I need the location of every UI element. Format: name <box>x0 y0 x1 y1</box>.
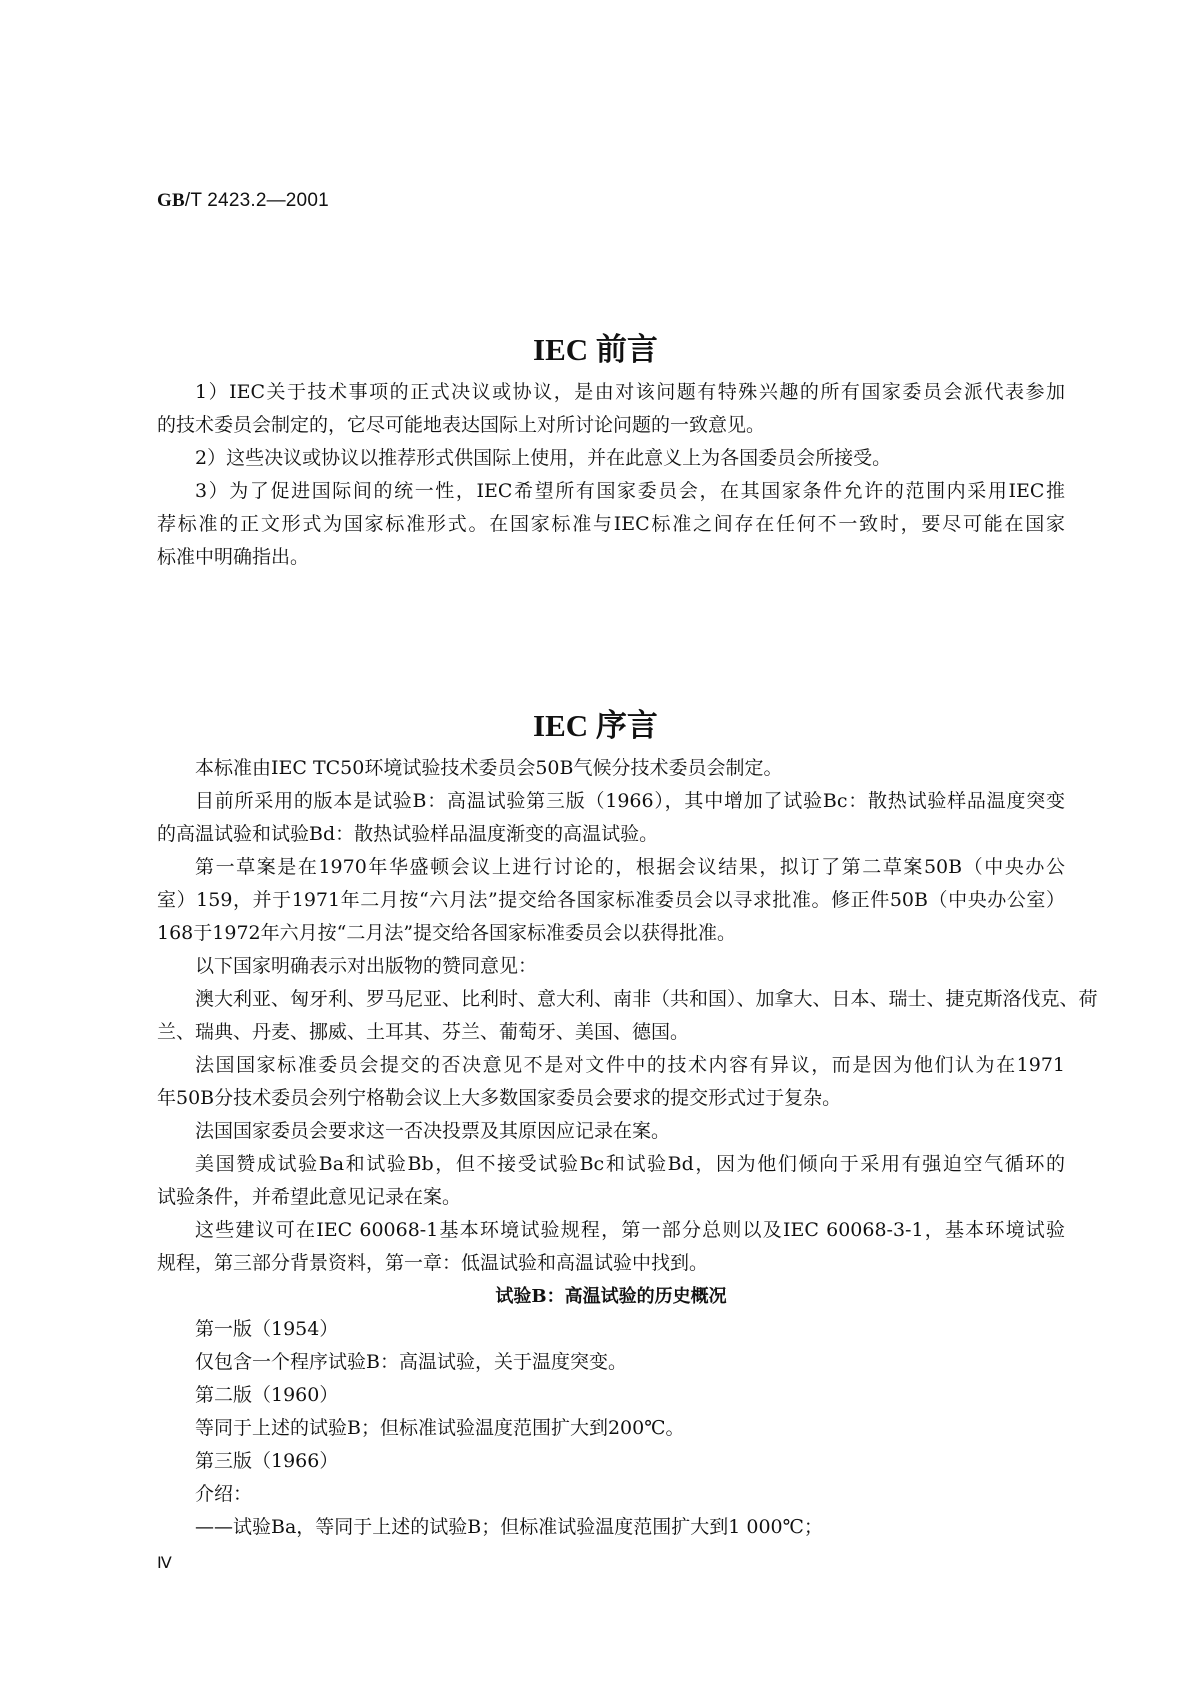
foreword-title: IEC 前言 <box>533 332 658 367</box>
foreword-line: 3）为了促进国际间的统一性，IEC希望所有国家委员会，在其国家条件允许的范围内采用IEC推 <box>195 480 1065 502</box>
foreword-line: 荐标准的正文形式为国家标准形式。在国家标准与IEC标准之间存在任何不一致时，要尽可能在国家 <box>157 513 1065 535</box>
preface-line: 168于1972年六月按“二月法”提交给各国家标准委员会以获得批准。 <box>157 922 737 944</box>
preface-line: 法国国家标准委员会提交的否决意见不是对文件中的技术内容有异议，而是因为他们认为在1971 <box>195 1054 1065 1076</box>
page-number: Ⅳ <box>157 1555 172 1572</box>
foreword-line: 的技术委员会制定的，它尽可能地表达国际上对所讨论问题的一致意见。 <box>157 414 766 436</box>
foreword-body <box>157 376 1065 574</box>
standard-code-prefix: GB <box>157 190 185 211</box>
preface-line: 本标准由IEC TC50环境试验技术委员会50B气候分技术委员会制定。 <box>195 757 783 779</box>
preface-line: 法国国家委员会要求这一否决投票及其原因应记录在案。 <box>195 1120 671 1142</box>
preface-line: 以下国家明确表示对出版物的赞同意见： <box>195 955 538 977</box>
foreword-line: 1）IEC关于技术事项的正式决议或协议，是由对该问题有特殊兴趣的所有国家委员会派代表参加 <box>195 381 1065 403</box>
preface-body <box>157 752 1098 1544</box>
preface-line: 试验条件，并希望此意见记录在案。 <box>157 1186 462 1208</box>
preface-title: IEC 序言 <box>533 708 658 743</box>
history-line: 等同于上述的试验B；但标准试验温度范围扩大到200℃。 <box>195 1417 685 1439</box>
history-line: 第二版（1960） <box>195 1384 339 1406</box>
preface-line: 规程，第三部分背景资料，第一章：低温试验和高温试验中找到。 <box>157 1252 709 1274</box>
preface-line: 目前所采用的版本是试验B：高温试验第三版（1966），其中增加了试验Bc：散热试验样品温度突变 <box>195 790 1065 812</box>
history-line: 仅包含一个程序试验B：高温试验，关于温度突变。 <box>195 1351 627 1373</box>
history-line: 介绍： <box>195 1483 253 1505</box>
standard-code <box>157 190 329 212</box>
preface-line: 这些建议可在IEC 60068-1基本环境试验规程，第一部分总则以及IEC 60068-3-1，基本环境试验 <box>195 1219 1065 1241</box>
history-line: ——试验Ba，等同于上述的试验B；但标准试验温度范围扩大到1 000℃； <box>195 1516 823 1538</box>
preface-line: 第一草案是在1970年华盛顿会议上进行讨论的，根据会议结果，拟订了第二草案50B（中央办公 <box>195 856 1065 878</box>
history-subtitle: 试验B：高温试验的历史概况 <box>495 1286 727 1307</box>
preface-line: 室）159，并于1971年二月按“六月法”提交给各国家标准委员会以寻求批准。修正件50B（中央办公室） <box>157 889 1065 911</box>
foreword-line: 2）这些决议或协议以推荐形式供国际上使用，并在此意义上为各国委员会所接受。 <box>195 447 892 469</box>
preface-line: 的高温试验和试验Bd：散热试验样品温度渐变的高温试验。 <box>157 823 659 845</box>
preface-line: 澳大利亚、匈牙利、罗马尼亚、比利时、意大利、南非（共和国）、加拿大、日本、瑞士、捷克斯洛伐克、荷 <box>195 988 1098 1010</box>
preface-line: 美国赞成试验Ba和试验Bb，但不接受试验Bc和试验Bd，因为他们倾向于采用有强迫空气循环的 <box>195 1153 1065 1175</box>
history-line: 第三版（1966） <box>195 1450 339 1472</box>
history-line: 第一版（1954） <box>195 1318 339 1340</box>
preface-line: 兰、瑞典、丹麦、挪威、土耳其、芬兰、葡萄牙、美国、德国。 <box>157 1021 690 1043</box>
foreword-line: 标准中明确指出。 <box>157 546 310 568</box>
standard-code-number: /T 2423.2—2001 <box>184 190 329 211</box>
preface-line: 年50B分技术委员会列宁格勒会议上大多数国家委员会要求的提交形式过于复杂。 <box>157 1087 842 1109</box>
